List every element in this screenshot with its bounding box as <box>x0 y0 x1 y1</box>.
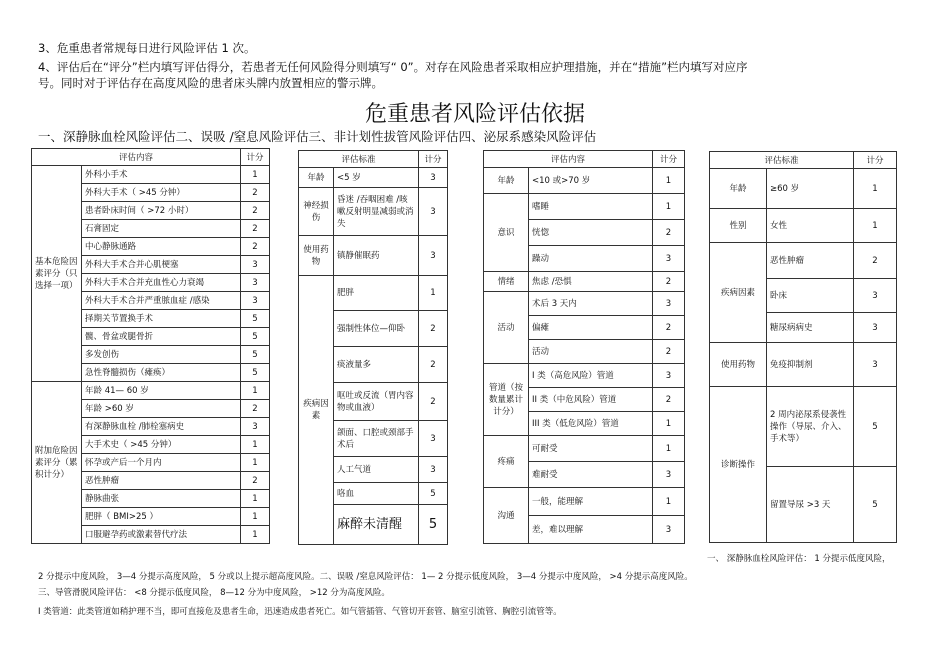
table-row-score: 1 <box>241 436 270 454</box>
table-row-score: 3 <box>653 246 685 272</box>
footer-line-2: 2 分提示中度风险， 3—4 分提示高度风险， 5 分或以上提示超高度风险。二、误吸 /窒息风险评估： 1— 2 分提示低度风险， 3—4 分提示中度风险， >4 分提示高度风险。 <box>38 572 693 582</box>
table-row-score: 1 <box>419 276 448 311</box>
aspiration-drug-label: 使用药物 <box>299 236 334 276</box>
table-row-score: 5 <box>419 505 448 545</box>
extubation-header-content: 评估内容 <box>484 151 653 168</box>
table-row-score: 3 <box>241 274 270 292</box>
table-row-item: 患者卧床时间（ >72 小时） <box>82 202 241 220</box>
table-row-item: 择期关节置换手术 <box>82 310 241 328</box>
table-row-item: 焦虑 /恐惧 <box>529 272 653 292</box>
table-row-score: 1 <box>854 169 897 209</box>
table-row-score: 3 <box>854 313 897 343</box>
table-row-score: 2 <box>653 316 685 340</box>
aspiration-disease-label: 疾病因素 <box>299 276 334 545</box>
urinary-header-std: 评估标准 <box>710 152 854 169</box>
table-row-score: 3 <box>653 292 685 316</box>
table-row-score: 2 <box>653 220 685 246</box>
table-row-score: 3 <box>241 292 270 310</box>
table-row-item: III 类（低危风险）管道 <box>529 412 653 436</box>
table-row-score: 2 <box>653 272 685 292</box>
table-row-item: 女性 <box>767 209 854 243</box>
table-row-item: 外科大手术（ >45 分钟） <box>82 184 241 202</box>
extubation-emotion-label: 情绪 <box>484 272 529 292</box>
urinary-infection-risk-table <box>709 151 897 543</box>
table-row-score: 1 <box>241 454 270 472</box>
table-row-item: 嗜睡 <box>529 194 653 220</box>
table-row-item: 肥胖（ BMI>25 ） <box>82 508 241 526</box>
table-row-score: 3 <box>419 236 448 276</box>
table-row-item: 急性脊髓损伤（瘫痪） <box>82 364 241 382</box>
dvt-risk-table <box>31 148 270 544</box>
table-row-item: 外科大手术合并严重脓血症 /感染 <box>82 292 241 310</box>
note-line-3: 号。同时对于评估存在高度风险的患者床头牌内放置相应的警示牌。 <box>38 76 383 90</box>
extubation-communication-label: 沟通 <box>484 488 529 544</box>
aspiration-header-std: 评估标准 <box>299 151 419 168</box>
table-row-score: 3 <box>419 168 448 188</box>
table-row-item: 糖尿病病史 <box>767 313 854 343</box>
table-row-item: 髋、骨盆或腿骨折 <box>82 328 241 346</box>
table-row-score: 2 <box>241 472 270 490</box>
table-row-item: <10 或>70 岁 <box>529 168 653 194</box>
table-row-item: 中心静脉通路 <box>82 238 241 256</box>
table-row-item: 镇静催眠药 <box>334 236 419 276</box>
table-row-score: 1 <box>241 526 270 544</box>
urinary-disease-label: 疾病因素 <box>710 243 767 343</box>
table-row-score: 1 <box>241 166 270 184</box>
table-row-score: 2 <box>653 388 685 412</box>
urinary-sex-label: 性别 <box>710 209 767 243</box>
table-row-score: 5 <box>241 364 270 382</box>
table-row-item: 年龄 41— 60 岁 <box>82 382 241 400</box>
table-row-score: 2 <box>419 347 448 383</box>
page-title: 危重患者风险评估依据 <box>364 102 585 127</box>
table-row-item: 呕吐或反流（胃内容物或血液） <box>334 383 419 421</box>
table-row-item: 外科小手术 <box>82 166 241 184</box>
section-subtitle: 一、深静脉血栓风险评估二、误吸 /窒息风险评估三、非计划性拔管风险评估四、泌尿系感染风险评估 <box>38 129 597 144</box>
table-row-score: 1 <box>854 209 897 243</box>
table-row-score: 2 <box>419 311 448 347</box>
table-row-item: 难耐受 <box>529 462 653 488</box>
table-row-score: 3 <box>241 256 270 274</box>
table-row-item: 差，难以理解 <box>529 516 653 544</box>
aspiration-neuro-label: 神经损伤 <box>299 188 334 236</box>
table-row-item: 有深静脉血栓 /肺栓塞病史 <box>82 418 241 436</box>
extubation-risk-table <box>483 150 685 544</box>
aspiration-risk-table <box>298 150 448 545</box>
table-row-item: <5 岁 <box>334 168 419 188</box>
table-row-item: 恶性肿瘤 <box>82 472 241 490</box>
table-row-score: 5 <box>854 467 897 543</box>
table-row-score: 5 <box>854 387 897 467</box>
table-row-score: 1 <box>653 194 685 220</box>
footer-line-3: 三、导管滑脱风险评估： <8 分提示低度风险， 8—12 分为中度风险， >12 分为高度风险。 <box>38 588 390 598</box>
table-row-score: 3 <box>854 343 897 387</box>
table-row-score: 3 <box>419 188 448 236</box>
dvt-basic-group: 基本危险因素评分（只选择一项） <box>32 166 82 382</box>
table-row-item: 多发创伤 <box>82 346 241 364</box>
table-row-item: 颌面、口腔或颈部手术后 <box>334 421 419 457</box>
table-row-item: 2 周内泌尿系侵袭性操作（导尿、介入、手术等） <box>767 387 854 467</box>
table-row-score: 5 <box>241 346 270 364</box>
table-row-score: 1 <box>653 168 685 194</box>
table-row-score: 3 <box>653 364 685 388</box>
extubation-pain-label: 疼痛 <box>484 436 529 488</box>
extubation-activity-label: 活动 <box>484 292 529 364</box>
table-row-item: 痰液量多 <box>334 347 419 383</box>
aspiration-age-label: 年龄 <box>299 168 334 188</box>
table-row-item: I 类（高危风险）管道 <box>529 364 653 388</box>
table-row-item: 卧床 <box>767 279 854 313</box>
aspiration-header-score: 计分 <box>419 151 448 168</box>
table-row-item: 年龄 >60 岁 <box>82 400 241 418</box>
table-row-item: 恍惚 <box>529 220 653 246</box>
table-row-item: 人工气道 <box>334 457 419 483</box>
table-row-score: 3 <box>854 279 897 313</box>
table-row-item: 留置导尿 >3 天 <box>767 467 854 543</box>
table-row-item: 恶性肿瘤 <box>767 243 854 279</box>
urinary-age-label: 年龄 <box>710 169 767 209</box>
table-row-score: 3 <box>653 462 685 488</box>
table-row-score: 1 <box>653 436 685 462</box>
table-row-item: 外科大手术合并心肌梗塞 <box>82 256 241 274</box>
extubation-consciousness-label: 意识 <box>484 194 529 272</box>
dvt-header-score: 计分 <box>241 149 270 166</box>
footer-line-4: I 类管道：此类管道如稍护理不当，即可直接危及患者生命，迅速造成患者死亡。如气管插管、气管切开套管、脑室引流管、胸腔引流管等。 <box>38 607 562 617</box>
dvt-header-content: 评估内容 <box>32 149 241 166</box>
table-row-score: 2 <box>241 400 270 418</box>
urinary-drug-label: 使用药物 <box>710 343 767 387</box>
table-row-item: 术后 3 天内 <box>529 292 653 316</box>
table-row-score: 1 <box>241 508 270 526</box>
table-row-score: 1 <box>241 490 270 508</box>
table-row-item: 石膏固定 <box>82 220 241 238</box>
note-line-2: 4、评估后在“评分”栏内填写评估得分，若患者无任何风险得分则填写“ 0”。对存在风险患者采取相应护理措施，并在“措施”栏内填写对应序 <box>38 60 748 74</box>
table-row-score: 2 <box>241 238 270 256</box>
urinary-diagnosis-label: 诊断操作 <box>710 387 767 543</box>
table-row-score: 3 <box>241 418 270 436</box>
table-row-score: 2 <box>241 220 270 238</box>
table-row-score: 3 <box>419 421 448 457</box>
table-row-item: 怀孕或产后一个月内 <box>82 454 241 472</box>
table-row-score: 2 <box>241 202 270 220</box>
table-row-score: 1 <box>653 412 685 436</box>
table-row-item: 口服避孕药或激素替代疗法 <box>82 526 241 544</box>
urinary-header-score: 计分 <box>854 152 897 169</box>
table-row-item: II 类（中危风险）管道 <box>529 388 653 412</box>
extubation-age-label: 年龄 <box>484 168 529 194</box>
table-row-item: 躁动 <box>529 246 653 272</box>
table-row-score: 3 <box>653 516 685 544</box>
table-row-item: 咯血 <box>334 483 419 505</box>
table-row-score: 2 <box>653 340 685 364</box>
table-row-score: 3 <box>419 457 448 483</box>
note-line-1: 3、危重患者常规每日进行风险评估 1 次。 <box>38 41 256 55</box>
table-row-item: 麻醉未清醒 <box>334 505 419 545</box>
table-row-item: 静脉曲张 <box>82 490 241 508</box>
table-row-score: 1 <box>241 382 270 400</box>
table-row-score: 2 <box>854 243 897 279</box>
table-row-score: 2 <box>419 383 448 421</box>
table-row-score: 5 <box>241 328 270 346</box>
table-row-item: 可耐受 <box>529 436 653 462</box>
table-row-score: 5 <box>419 483 448 505</box>
dvt-additional-group: 附加危险因素评分（累积计分） <box>32 382 82 544</box>
table-row-score: 2 <box>241 184 270 202</box>
extubation-header-score: 计分 <box>653 151 685 168</box>
table-row-item: 偏瘫 <box>529 316 653 340</box>
table-row-score: 1 <box>653 488 685 516</box>
table-row-item: 免疫抑制剂 <box>767 343 854 387</box>
extubation-tube-label: 管道（按数量累计计分） <box>484 364 529 436</box>
table-row-item: 外科大手术合并充血性心力衰竭 <box>82 274 241 292</box>
footer-line-1: 一、 深静脉血栓风险评估： 1 分提示低度风险， <box>707 554 891 564</box>
table-row-item: 强制性体位—仰卧 <box>334 311 419 347</box>
table-row-score: 5 <box>241 310 270 328</box>
table-row-item: 一般，能理解 <box>529 488 653 516</box>
table-row-item: ≥60 岁 <box>767 169 854 209</box>
table-row-item: 活动 <box>529 340 653 364</box>
table-row-item: 大手术史（ >45 分钟） <box>82 436 241 454</box>
table-row-item: 肥胖 <box>334 276 419 311</box>
table-row-item: 昏迷 /吞咽困难 /咳嗽反射明显减弱或消失 <box>334 188 419 236</box>
